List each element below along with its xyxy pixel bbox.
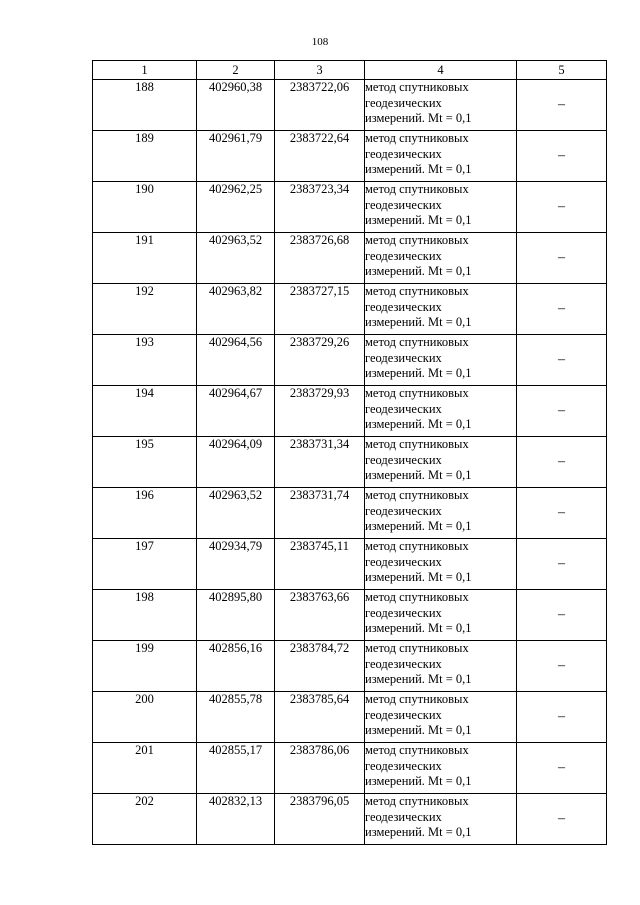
method-text-line: измерений. Mt = 0,1 bbox=[365, 672, 472, 686]
method-text-line: геодезических bbox=[365, 146, 442, 161]
method-cell bbox=[365, 131, 517, 182]
y-coordinate-cell: 2383722,06 bbox=[275, 80, 365, 131]
method-text-line: метод спутниковых bbox=[365, 386, 469, 400]
coordinates-table bbox=[92, 60, 607, 845]
point-number-cell: 200 bbox=[93, 692, 197, 743]
method-text-line: метод спутниковых bbox=[365, 641, 469, 655]
y-coordinate-cell: 2383731,34 bbox=[275, 437, 365, 488]
point-number-cell: 199 bbox=[93, 641, 197, 692]
method-cell bbox=[365, 488, 517, 539]
column-header-3: 3 bbox=[275, 61, 365, 80]
method-text-line: измерений. Mt = 0,1 bbox=[365, 366, 472, 380]
point-number-cell: 191 bbox=[93, 233, 197, 284]
method-text-line: измерений. Mt = 0,1 bbox=[365, 825, 472, 839]
method-text-line: измерений. Mt = 0,1 bbox=[365, 723, 472, 737]
column-header-4: 4 bbox=[365, 61, 517, 80]
method-cell bbox=[365, 182, 517, 233]
method-cell bbox=[365, 692, 517, 743]
accuracy-cell: – bbox=[517, 437, 607, 488]
accuracy-cell: – bbox=[517, 488, 607, 539]
method-text-line: измерений. Mt = 0,1 bbox=[365, 468, 472, 482]
method-text-line: измерений. Mt = 0,1 bbox=[365, 213, 472, 227]
method-text-line: геодезических bbox=[365, 350, 442, 365]
method-text-line: метод спутниковых bbox=[365, 743, 469, 757]
method-cell bbox=[365, 641, 517, 692]
x-coordinate-cell: 402964,09 bbox=[197, 437, 275, 488]
method-text-line: метод спутниковых bbox=[365, 335, 469, 349]
point-number-cell: 193 bbox=[93, 335, 197, 386]
method-cell bbox=[365, 284, 517, 335]
method-text-line: геодезических bbox=[365, 758, 442, 773]
accuracy-cell: – bbox=[517, 692, 607, 743]
method-text-line: геодезических bbox=[365, 656, 442, 671]
method-text-line: метод спутниковых bbox=[365, 539, 469, 553]
table-row bbox=[93, 233, 607, 284]
method-cell bbox=[365, 386, 517, 437]
y-coordinate-cell: 2383726,68 bbox=[275, 233, 365, 284]
accuracy-cell: – bbox=[517, 131, 607, 182]
point-number-cell: 192 bbox=[93, 284, 197, 335]
y-coordinate-cell: 2383723,34 bbox=[275, 182, 365, 233]
method-text-line: метод спутниковых bbox=[365, 80, 469, 94]
point-number-cell: 195 bbox=[93, 437, 197, 488]
method-text-line: геодезических bbox=[365, 707, 442, 722]
y-coordinate-cell: 2383763,66 bbox=[275, 590, 365, 641]
table-header-row bbox=[93, 61, 607, 80]
method-text-line: метод спутниковых bbox=[365, 284, 469, 298]
accuracy-cell: – bbox=[517, 794, 607, 845]
table-row bbox=[93, 284, 607, 335]
table-row bbox=[93, 335, 607, 386]
method-text-line: измерений. Mt = 0,1 bbox=[365, 570, 472, 584]
method-cell bbox=[365, 743, 517, 794]
method-text-line: измерений. Mt = 0,1 bbox=[365, 417, 472, 431]
method-text-line: метод спутниковых bbox=[365, 488, 469, 502]
table-row bbox=[93, 641, 607, 692]
method-cell bbox=[365, 335, 517, 386]
y-coordinate-cell: 2383731,74 bbox=[275, 488, 365, 539]
method-cell bbox=[365, 80, 517, 131]
point-number-cell: 188 bbox=[93, 80, 197, 131]
method-text-line: измерений. Mt = 0,1 bbox=[365, 519, 472, 533]
method-text-line: измерений. Mt = 0,1 bbox=[365, 315, 472, 329]
x-coordinate-cell: 402856,16 bbox=[197, 641, 275, 692]
method-text-line: метод спутниковых bbox=[365, 233, 469, 247]
method-text-line: метод спутниковых bbox=[365, 182, 469, 196]
y-coordinate-cell: 2383722,64 bbox=[275, 131, 365, 182]
method-cell bbox=[365, 233, 517, 284]
accuracy-cell: – bbox=[517, 182, 607, 233]
accuracy-cell: – bbox=[517, 641, 607, 692]
y-coordinate-cell: 2383745,11 bbox=[275, 539, 365, 590]
x-coordinate-cell: 402895,80 bbox=[197, 590, 275, 641]
point-number-cell: 196 bbox=[93, 488, 197, 539]
accuracy-cell: – bbox=[517, 80, 607, 131]
x-coordinate-cell: 402963,82 bbox=[197, 284, 275, 335]
x-coordinate-cell: 402855,17 bbox=[197, 743, 275, 794]
accuracy-cell: – bbox=[517, 743, 607, 794]
point-number-cell: 189 bbox=[93, 131, 197, 182]
x-coordinate-cell: 402961,79 bbox=[197, 131, 275, 182]
x-coordinate-cell: 402934,79 bbox=[197, 539, 275, 590]
table-row bbox=[93, 794, 607, 845]
method-text-line: метод спутниковых bbox=[365, 131, 469, 145]
column-header-2: 2 bbox=[197, 61, 275, 80]
method-text-line: метод спутниковых bbox=[365, 437, 469, 451]
table-row bbox=[93, 539, 607, 590]
method-text-line: измерений. Mt = 0,1 bbox=[365, 162, 472, 176]
page-number: 108 bbox=[311, 36, 329, 48]
y-coordinate-cell: 2383796,05 bbox=[275, 794, 365, 845]
method-text-line: измерений. Mt = 0,1 bbox=[365, 111, 472, 125]
method-cell bbox=[365, 539, 517, 590]
accuracy-cell: – bbox=[517, 539, 607, 590]
point-number-cell: 201 bbox=[93, 743, 197, 794]
column-header-5: 5 bbox=[517, 61, 607, 80]
y-coordinate-cell: 2383786,06 bbox=[275, 743, 365, 794]
method-text-line: геодезических bbox=[365, 248, 442, 263]
table-row bbox=[93, 743, 607, 794]
point-number-cell: 194 bbox=[93, 386, 197, 437]
y-coordinate-cell: 2383729,93 bbox=[275, 386, 365, 437]
table-row bbox=[93, 488, 607, 539]
method-text-line: измерений. Mt = 0,1 bbox=[365, 621, 472, 635]
table-row bbox=[93, 692, 607, 743]
table-row bbox=[93, 80, 607, 131]
x-coordinate-cell: 402964,67 bbox=[197, 386, 275, 437]
point-number-cell: 202 bbox=[93, 794, 197, 845]
x-coordinate-cell: 402964,56 bbox=[197, 335, 275, 386]
column-header-1: 1 bbox=[93, 61, 197, 80]
method-text-line: геодезических bbox=[365, 503, 442, 518]
table-row bbox=[93, 131, 607, 182]
accuracy-cell: – bbox=[517, 386, 607, 437]
table-row bbox=[93, 182, 607, 233]
x-coordinate-cell: 402960,38 bbox=[197, 80, 275, 131]
method-cell bbox=[365, 794, 517, 845]
method-text-line: геодезических bbox=[365, 401, 442, 416]
y-coordinate-cell: 2383727,15 bbox=[275, 284, 365, 335]
method-text-line: геодезических bbox=[365, 554, 442, 569]
x-coordinate-cell: 402963,52 bbox=[197, 488, 275, 539]
method-text-line: геодезических bbox=[365, 197, 442, 212]
method-text-line: метод спутниковых bbox=[365, 590, 469, 604]
point-number-cell: 197 bbox=[93, 539, 197, 590]
accuracy-cell: – bbox=[517, 284, 607, 335]
table-body bbox=[93, 80, 607, 845]
method-text-line: метод спутниковых bbox=[365, 692, 469, 706]
accuracy-cell: – bbox=[517, 335, 607, 386]
x-coordinate-cell: 402962,25 bbox=[197, 182, 275, 233]
method-text-line: измерений. Mt = 0,1 bbox=[365, 264, 472, 278]
table-row bbox=[93, 437, 607, 488]
accuracy-cell: – bbox=[517, 590, 607, 641]
y-coordinate-cell: 2383785,64 bbox=[275, 692, 365, 743]
x-coordinate-cell: 402832,13 bbox=[197, 794, 275, 845]
method-text-line: метод спутниковых bbox=[365, 794, 469, 808]
table-row bbox=[93, 386, 607, 437]
y-coordinate-cell: 2383784,72 bbox=[275, 641, 365, 692]
method-text-line: геодезических bbox=[365, 809, 442, 824]
x-coordinate-cell: 402855,78 bbox=[197, 692, 275, 743]
point-number-cell: 190 bbox=[93, 182, 197, 233]
method-text-line: геодезических bbox=[365, 299, 442, 314]
table-row bbox=[93, 590, 607, 641]
y-coordinate-cell: 2383729,26 bbox=[275, 335, 365, 386]
method-text-line: геодезических bbox=[365, 95, 442, 110]
method-text-line: геодезических bbox=[365, 605, 442, 620]
method-cell bbox=[365, 437, 517, 488]
method-cell bbox=[365, 590, 517, 641]
method-text-line: геодезических bbox=[365, 452, 442, 467]
x-coordinate-cell: 402963,52 bbox=[197, 233, 275, 284]
point-number-cell: 198 bbox=[93, 590, 197, 641]
accuracy-cell: – bbox=[517, 233, 607, 284]
method-text-line: измерений. Mt = 0,1 bbox=[365, 774, 472, 788]
